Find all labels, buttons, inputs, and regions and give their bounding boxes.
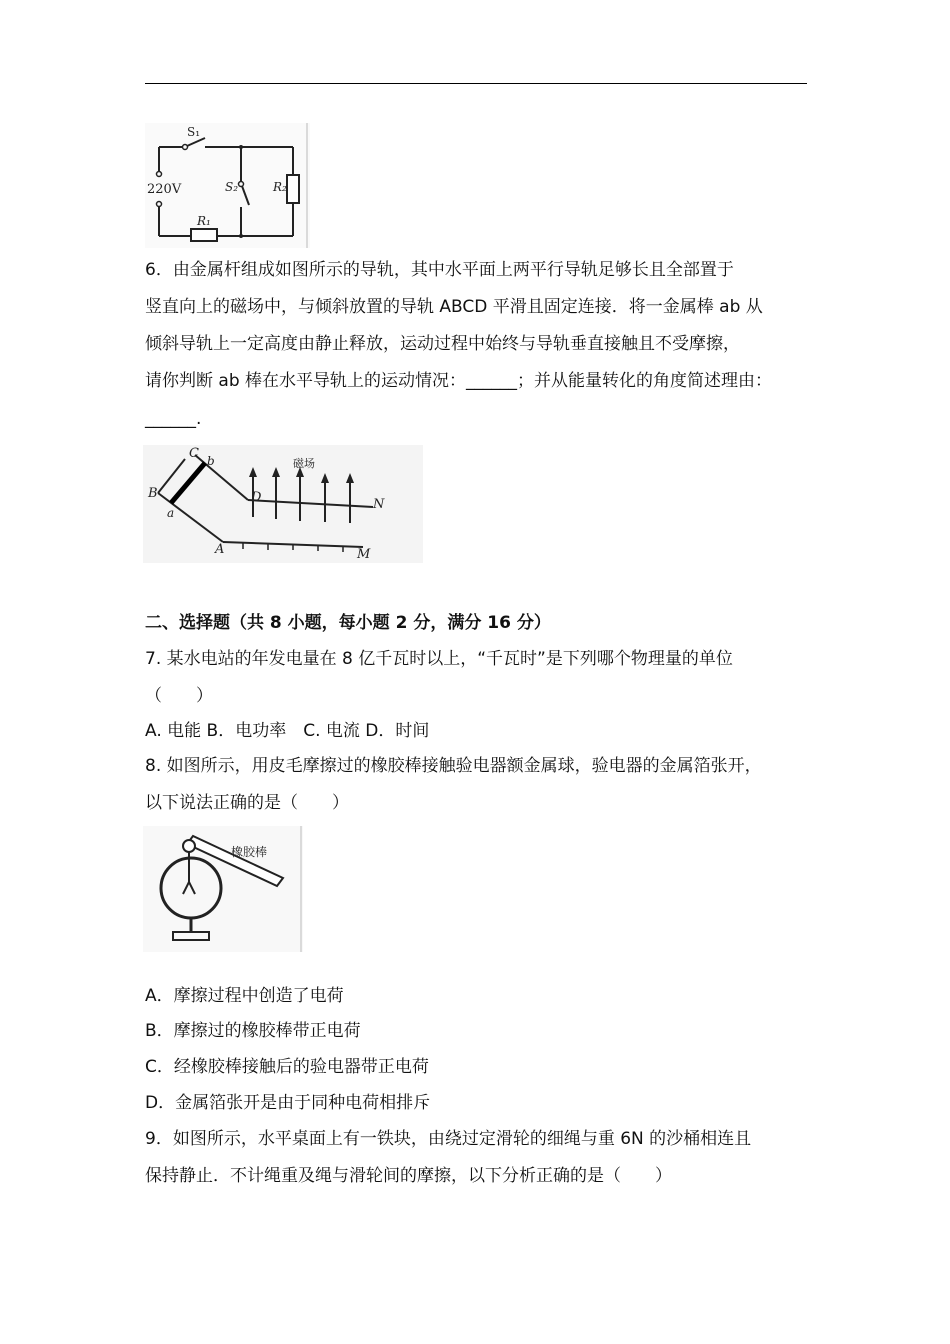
q8-line-2: 以下说法正确的是（ ）	[145, 793, 349, 813]
q6-line-4: 请你判断 ab 棒在水平导轨上的运动情况：______；并从能量转化的角度简述理由：	[145, 371, 773, 391]
q8-option-b: B．摩擦过的橡胶棒带正电荷	[145, 1021, 361, 1041]
rail-label-c: C	[189, 446, 199, 461]
circuit-label-voltage: 220V	[147, 182, 182, 197]
q9-line-1: 9．如图所示，水平桌面上有一铁块，由绕过定滑轮的细绳与重 6N 的沙桶相连且	[145, 1129, 752, 1149]
q8-line-1: 8. 如图所示，用皮毛摩擦过的橡胶棒接触验电器额金属球，验电器的金属箔张开，	[145, 756, 762, 776]
q9-line-2: 保持静止．不计绳重及绳与滑轮间的摩擦，以下分析正确的是（ ）	[145, 1166, 672, 1186]
header-rule	[145, 83, 807, 84]
q6-line-2: 竖直向上的磁场中，与倾斜放置的导轨 ABCD 平滑且固定连接．将一金属棒 ab 从	[145, 297, 763, 317]
rail-label-m: M	[357, 547, 371, 562]
q8-option-d: D．金属箔张开是由于同种电荷相排斥	[145, 1093, 431, 1113]
q8-option-a: A．摩擦过程中创造了电荷	[145, 986, 344, 1006]
rail-label-b-small: b	[207, 454, 215, 468]
rail-label-field: 磁场	[293, 457, 315, 470]
rail-label-n: N	[373, 497, 385, 512]
q7-line-2: （ ）	[145, 686, 213, 706]
rail-label-B: B	[148, 486, 158, 501]
rail-figure	[143, 445, 423, 563]
q8-option-c: C．经橡胶棒接触后的验电器带正电荷	[145, 1057, 429, 1077]
circuit-label-r1: R₁	[197, 214, 211, 228]
q7-line-1: 7. 某水电站的年发电量在 8 亿千瓦时以上，“千瓦时”是下列哪个物理量的单位	[145, 649, 733, 669]
circuit-label-s2: S₂	[225, 180, 239, 194]
q6-line-3: 倾斜导轨上一定高度由静止释放，运动过程中始终与导轨垂直接触且不受摩擦，	[145, 334, 740, 354]
q6-line-5: ______.	[145, 409, 202, 429]
rail-label-d: D	[251, 490, 262, 505]
section-title: 二、选择题（共 8 小题，每小题 2 分，满分 16 分）	[145, 613, 551, 633]
q6-line-1: 6．由金属杆组成如图所示的导轨，其中水平面上两平行导轨足够长且全部置于	[145, 260, 734, 280]
electroscope-label-rod: 橡胶棒	[231, 845, 268, 859]
rail-label-a-small: a	[167, 506, 175, 520]
circuit-label-s1: S₁	[187, 125, 201, 139]
q7-options: A. 电能 B．电功率 C. 电流 D．时间	[145, 721, 430, 741]
electroscope-figure	[143, 826, 303, 952]
circuit-label-r2: R₂	[273, 180, 287, 194]
circuit-figure	[145, 123, 310, 248]
rail-label-A: A	[215, 542, 225, 557]
